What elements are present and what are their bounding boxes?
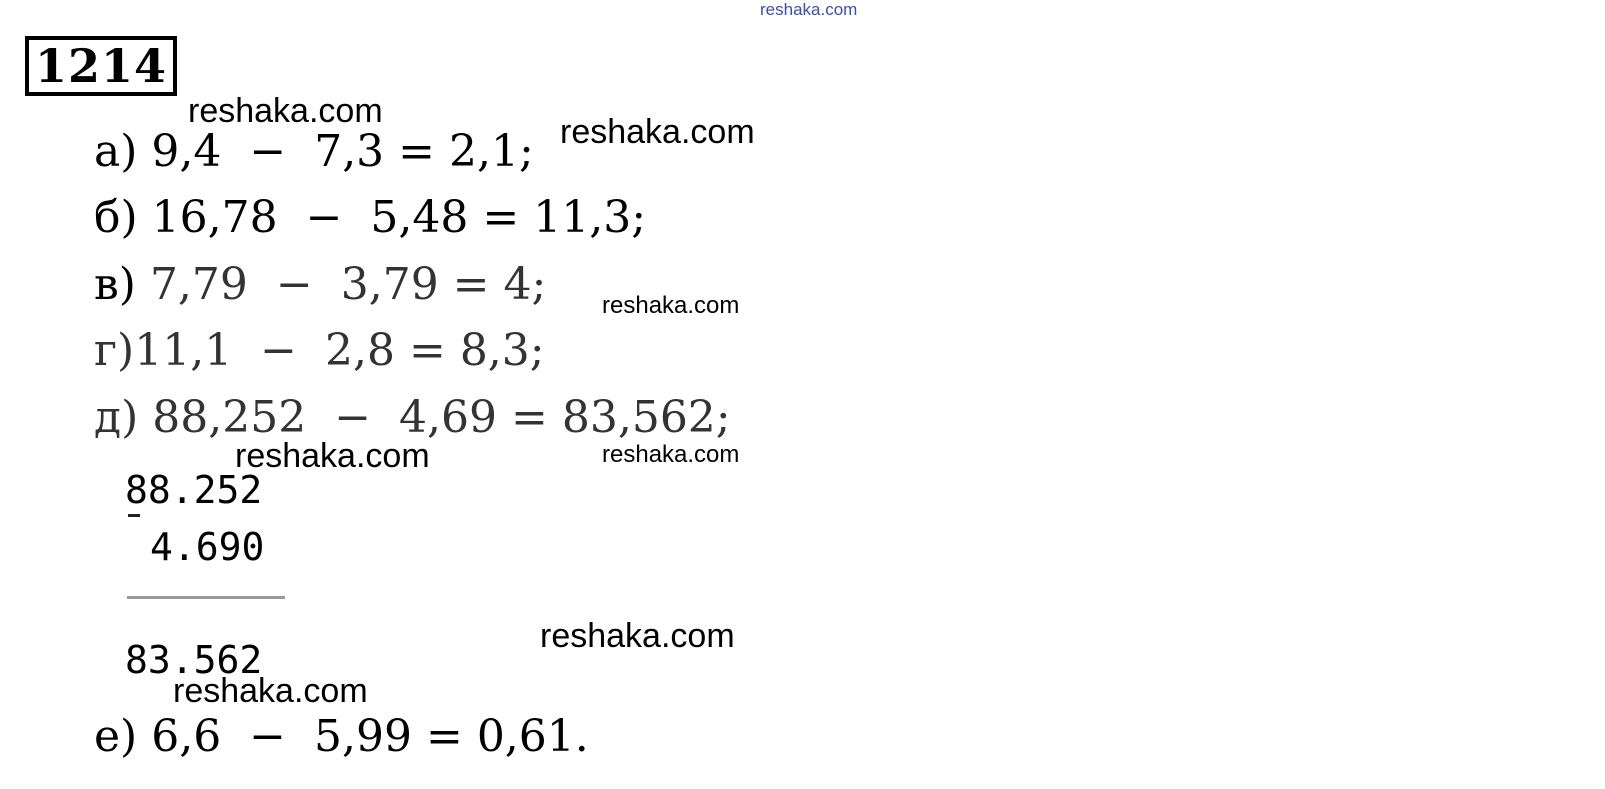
line-label: а) — [94, 126, 138, 177]
line-expression: 11,1 − 2,8 = 8,3; — [134, 325, 545, 376]
solution-line-b — [94, 193, 646, 243]
line-label: д) — [94, 392, 139, 443]
line-expression: 88,252 − 4,69 = 83,562; — [152, 392, 731, 443]
problem-number: 1214 — [25, 36, 177, 96]
site-link[interactable]: reshaka.com — [760, 0, 858, 19]
watermark: reshaka.com — [235, 437, 430, 475]
solution-line-v — [94, 260, 546, 310]
watermark: reshaka.com — [188, 92, 383, 130]
solution-line-a — [94, 127, 534, 177]
column-rule — [127, 596, 285, 599]
column-minus-sign — [128, 514, 140, 517]
column-subtrahend: 4.690 — [150, 525, 265, 569]
line-expression: 6,6 − 5,99 = 0,61. — [151, 711, 589, 762]
watermark: reshaka.com — [540, 617, 735, 655]
watermark: reshaka.com — [602, 441, 740, 468]
column-result: 83.562 — [125, 638, 263, 682]
watermark: reshaka.com — [560, 113, 755, 151]
line-label: г) — [94, 325, 135, 376]
column-minuend: 88.252 — [125, 468, 263, 512]
solution-line-g — [94, 326, 545, 376]
line-label: в) — [94, 259, 136, 310]
line-expression: 16,78 − 5,48 = 11,3; — [151, 192, 647, 243]
line-label: е) — [94, 711, 138, 762]
solution-line-e — [94, 712, 589, 762]
solution-line-d — [94, 393, 731, 443]
watermark: reshaka.com — [173, 672, 368, 710]
line-expression: 7,79 − 3,79 = 4; — [149, 259, 547, 310]
watermark: reshaka.com — [602, 292, 740, 319]
line-label: б) — [94, 192, 138, 243]
line-expression: 9,4 − 7,3 = 2,1; — [151, 126, 534, 177]
